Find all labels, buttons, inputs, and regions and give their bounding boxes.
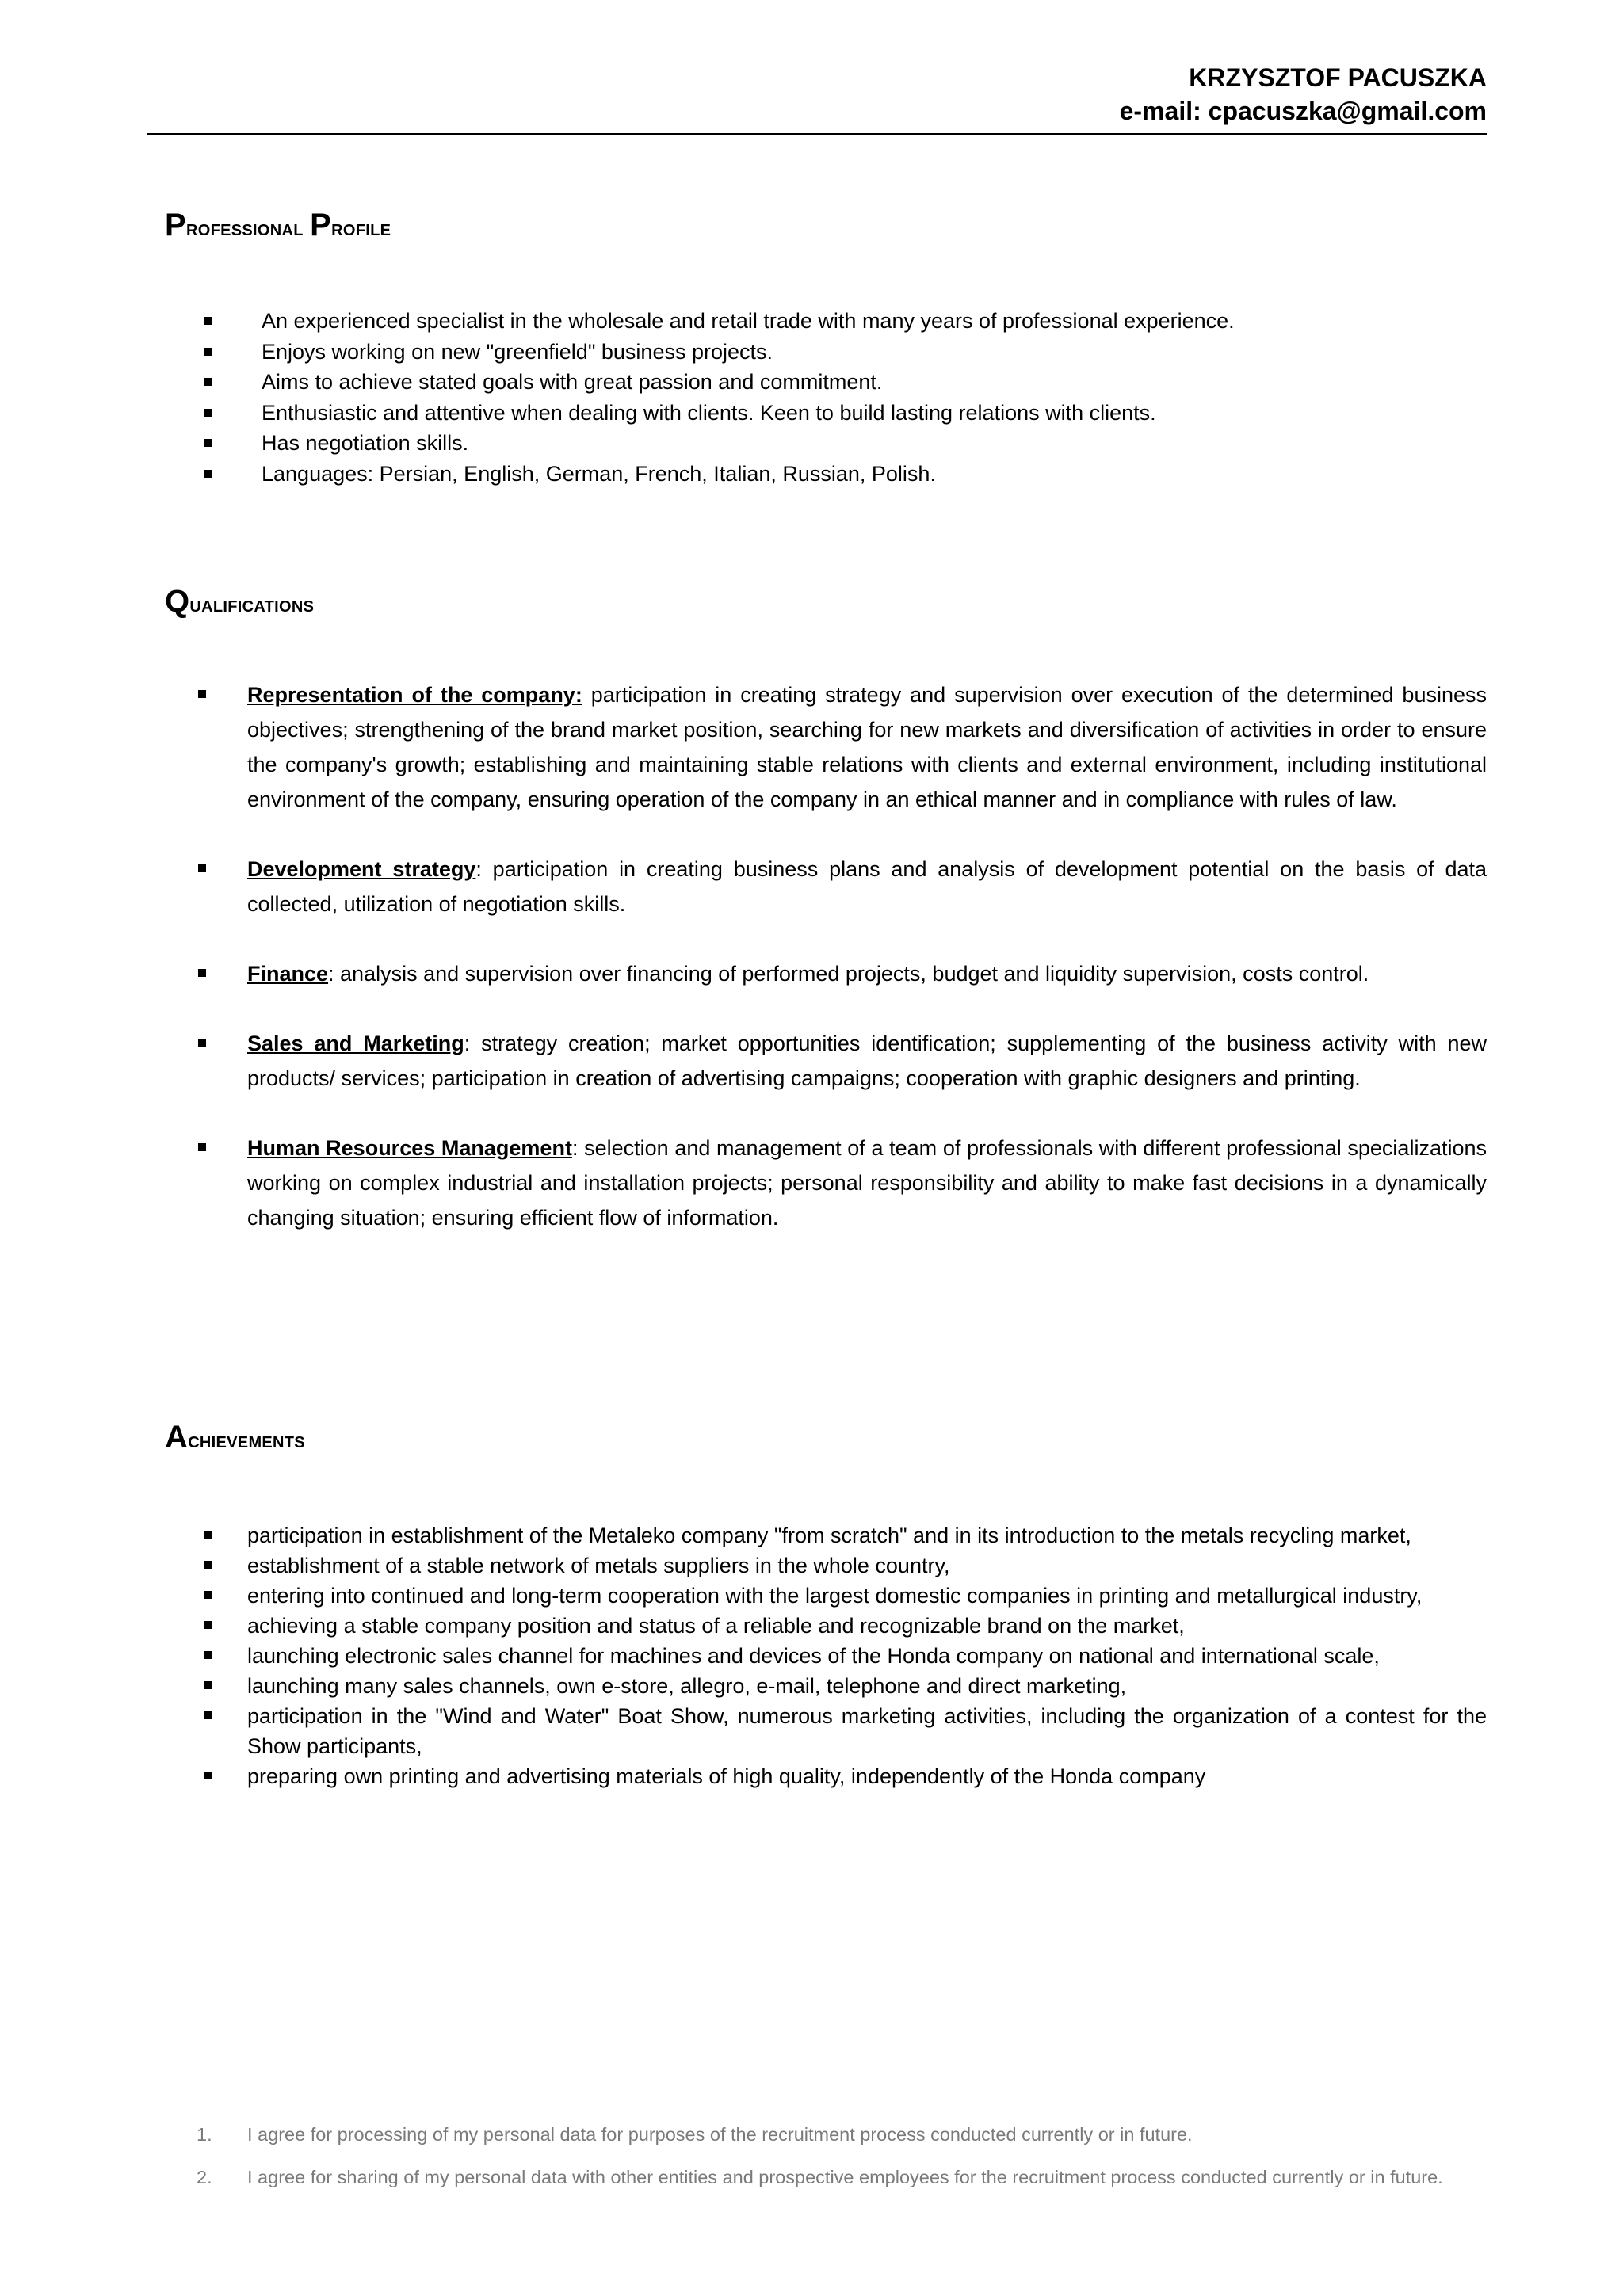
profile-list [204, 306, 1488, 489]
qualification-term: Human Resources Management [247, 1136, 572, 1160]
bullet-icon [204, 317, 212, 325]
bullet-icon [204, 1591, 212, 1599]
bullet-icon [198, 690, 206, 698]
list-item: Sales and Marketing: strategy creation; market opportunities identification; supplementing of the business activity with new products/ services; participation in creation of advertising campaigns; cooperation with graphic designers and printing. [198, 1026, 1487, 1096]
list-item: preparing own printing and advertising materials of high quality, independently of the Honda company [204, 1761, 1487, 1791]
qualifications-list [198, 677, 1487, 1235]
consent-item: 2. I agree for sharing of my personal data with other entities and prospective employees for the recruitment process conducted currently or in future. [197, 2163, 1485, 2191]
bullet-icon [198, 1039, 206, 1047]
consent-list [197, 2120, 1485, 2191]
list-item: Languages: Persian, English, German, French, Italian, Russian, Polish. [204, 459, 1488, 490]
list-item: Has negotiation skills. [204, 428, 1488, 459]
list-item: Human Resources Management: selection and management of a team of professionals with different professional specializations working on complex industrial and installation projects; personal responsibility and ability to make fast decisions in a dynamically changing situation; ensuring efficient flow of information. [198, 1131, 1487, 1235]
section-title-professional-profile: Professional Profile [165, 208, 391, 242]
candidate-name: KRZYSZTOF PACUSZKA [1189, 63, 1487, 92]
achievements-list [204, 1520, 1487, 1791]
list-item: achieving a stable company position and status of a reliable and recognizable brand on the market, [204, 1611, 1487, 1641]
bullet-icon [204, 1772, 212, 1779]
bullet-icon [198, 969, 206, 977]
bullet-icon [204, 1621, 212, 1629]
consent-item: 1. I agree for processing of my personal data for purposes of the recruitment process conducted currently or in future. [197, 2120, 1485, 2149]
section-title-achievements: Achievements [165, 1420, 305, 1455]
qualification-term: Finance [247, 962, 329, 986]
qualification-term: Representation of the company: [247, 683, 582, 707]
resume-header [1120, 62, 1487, 128]
bullet-icon [204, 378, 212, 386]
list-item: launching electronic sales channel for machines and devices of the Honda company on national and international scale, [204, 1641, 1487, 1671]
list-item: Representation of the company: participation in creating strategy and supervision over execution of the determined business objectives; strengthening of the brand market position, searching for new markets and diversification of activities in order to ensure the company's growth; establishing and maintaining stable relations with clients and external environment, including institutional environment of the company, ensuring operation of the company in an ethical manner and in compliance with rules of law. [198, 677, 1487, 817]
qualification-term: Sales and Marketing [247, 1032, 464, 1055]
bullet-icon [204, 409, 212, 417]
bullet-icon [204, 470, 212, 478]
bullet-icon [204, 1651, 212, 1659]
list-item: An experienced specialist in the wholesale and retail trade with many years of professional experience. [204, 306, 1488, 337]
bullet-icon [204, 1711, 212, 1719]
list-item: Finance: analysis and supervision over financing of performed projects, budget and liquidity supervision, costs control. [198, 956, 1487, 991]
list-item: participation in the "Wind and Water" Boat Show, numerous marketing activities, including the organization of a contest for the Show participants, [204, 1701, 1487, 1761]
header-divider [147, 133, 1487, 135]
bullet-icon [204, 439, 212, 447]
bullet-icon [204, 348, 212, 356]
list-item: participation in establishment of the Metaleko company "from scratch" and in its introduction to the metals recycling market, [204, 1520, 1487, 1550]
bullet-icon [204, 1681, 212, 1689]
bullet-icon [204, 1561, 212, 1569]
list-item: entering into continued and long-term cooperation with the largest domestic companies in printing and metallurgical industry, [204, 1581, 1487, 1611]
list-item: Enjoys working on new "greenfield" business projects. [204, 337, 1488, 368]
candidate-email: e-mail: cpacuszka@gmail.com [1119, 97, 1487, 125]
list-item: launching many sales channels, own e-store, allegro, e-mail, telephone and direct marketing, [204, 1671, 1487, 1701]
bullet-icon [198, 864, 206, 872]
qualification-term: Development strategy [247, 857, 476, 881]
list-item: Enthusiastic and attentive when dealing with clients. Keen to build lasting relations with clients. [204, 398, 1488, 429]
consent-number: 1. [197, 2124, 212, 2145]
consent-number: 2. [197, 2167, 212, 2187]
list-item: Development strategy: participation in creating business plans and analysis of development potential on the basis of data collected, utilization of negotiation skills. [198, 852, 1487, 921]
bullet-icon [204, 1531, 212, 1539]
bullet-icon [198, 1143, 206, 1151]
list-item: establishment of a stable network of metals suppliers in the whole country, [204, 1550, 1487, 1581]
section-title-qualifications: Qualifications [165, 584, 315, 619]
list-item: Aims to achieve stated goals with great passion and commitment. [204, 367, 1488, 398]
